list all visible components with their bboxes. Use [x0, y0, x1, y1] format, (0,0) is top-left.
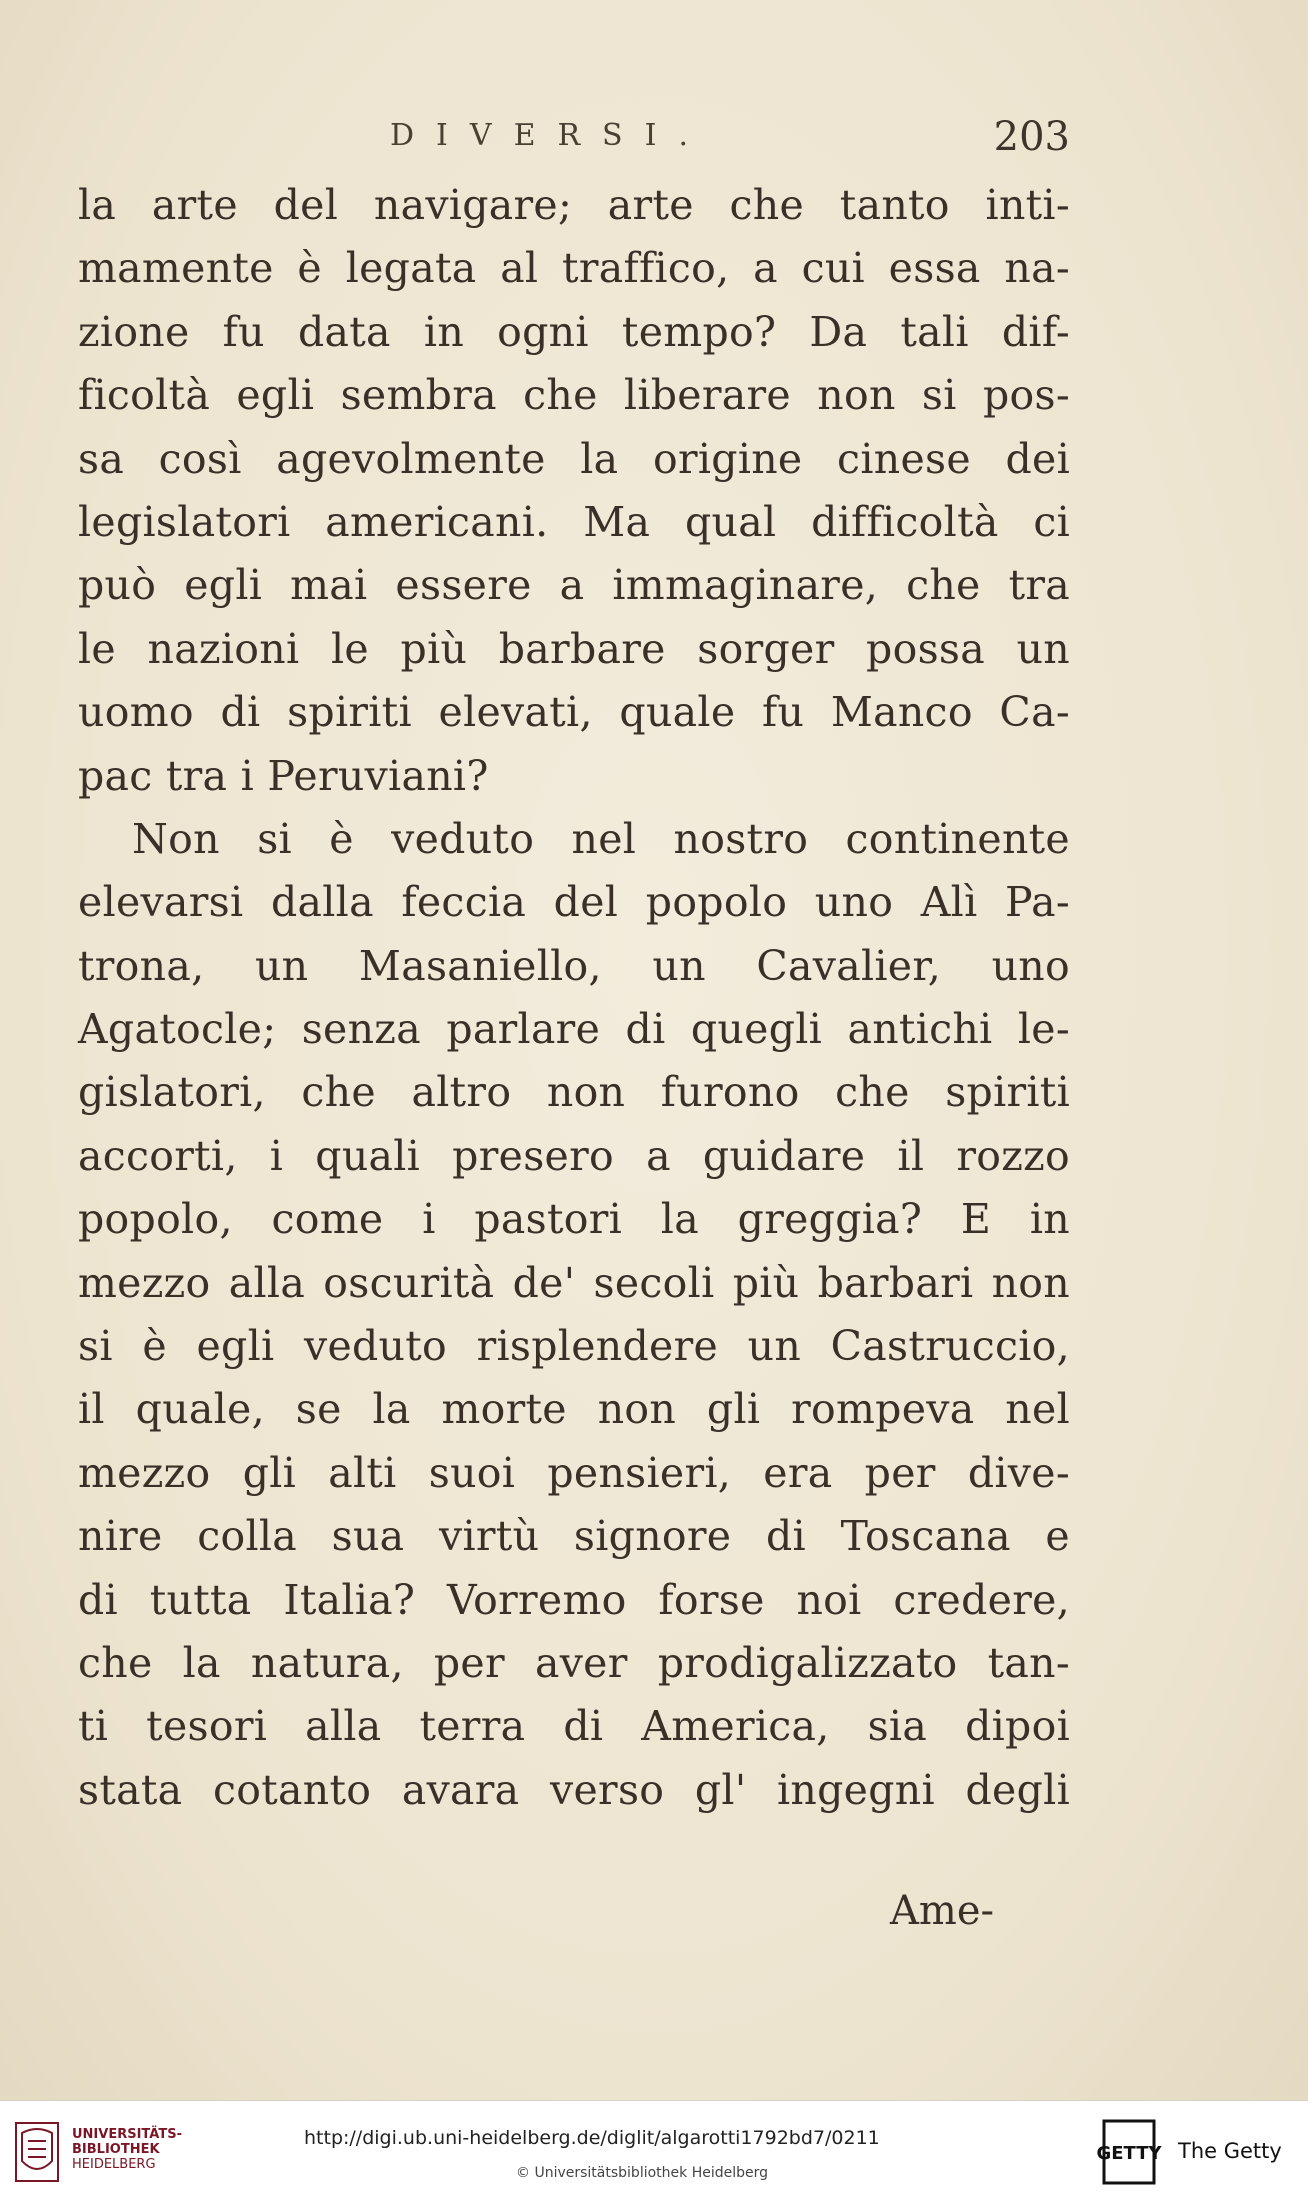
text-line: accorti, i quali presero a guidare il rozzo: [78, 1131, 1070, 1180]
text-line: la arte del navigare; arte che tanto inti-: [78, 181, 1070, 229]
text-line: di tutta Italia? Vorremo forse noi credere,: [78, 1575, 1070, 1624]
text-line: Agatocle; senza parlare di quegli antichi le-: [78, 1005, 1070, 1054]
library-name: UNIVERSITÄTS- BIBLIOTHEK HEIDELBERG: [72, 2127, 182, 2172]
getty-label: The Getty: [1178, 2139, 1282, 2163]
page-header: [390, 114, 1070, 168]
text-line: si è egli veduto risplendere un Castruccio,: [78, 1322, 1070, 1371]
getty-logo-icon: [1096, 2119, 1162, 2185]
text-line: uomo di spiriti elevati, quale fu Manco Ca-: [78, 688, 1070, 737]
text-line: gislatori, che altro non furono che spiriti: [78, 1068, 1070, 1117]
text-line: popolo, come i pastori la greggia? E in: [78, 1195, 1070, 1244]
page-number: 203: [993, 114, 1070, 160]
text-line: che la natura, per aver prodigalizzato tan-: [78, 1638, 1070, 1687]
copyright-notice: © Universitätsbibliothek Heidelberg: [516, 2165, 769, 2181]
text-line: sa così agevolmente la origine cinese dei: [78, 434, 1070, 483]
svg-text:GETTY: GETTY: [1096, 2143, 1162, 2164]
permalink-url[interactable]: http://digi.ub.uni-heidelberg.de/diglit/algarotti1792bd7/0211: [304, 2127, 880, 2149]
running-head: DIVERSI.: [390, 118, 710, 153]
text-line: il quale, se la morte non gli rompeva nel: [78, 1385, 1070, 1434]
text-line: mamente è legata al traffico, a cui essa na-: [78, 244, 1070, 293]
text-line: legislatori americani. Ma qual difficoltà ci: [78, 497, 1070, 546]
text-line: stata cotanto avara verso gl' ingegni degli: [78, 1765, 1070, 1814]
text-line: zione fu data in ogni tempo? Da tali dif-: [78, 307, 1070, 356]
paragraph-start-line: Non si è veduto nel nostro continente: [132, 814, 1070, 863]
text-line: elevarsi dalla feccia del popolo uno Alì Pa-: [78, 878, 1070, 927]
text-line: mezzo gli alti suoi pensieri, era per dive-: [78, 1448, 1070, 1497]
text-line: ficoltà egli sembra che liberare non si pos-: [78, 371, 1070, 420]
viewer-footer: [0, 2100, 1308, 2201]
catchword: Ame-: [890, 1888, 995, 1934]
text-line: trona, un Masaniello, un Cavalier, uno: [78, 941, 1070, 990]
text-line: mezzo alla oscurità de' secoli più barbari non: [78, 1258, 1070, 1307]
paragraph-end-line: pac tra i Peruviani?: [78, 751, 489, 800]
text-line: ti tesori alla terra di America, sia dipoi: [78, 1702, 1070, 1751]
text-line: può egli mai essere a immaginare, che tra: [78, 561, 1070, 610]
text-line: nire colla sua virtù signore di Toscana e: [78, 1512, 1070, 1561]
library-seal-icon: [14, 2121, 60, 2183]
body-text: [78, 174, 1070, 1822]
text-line: le nazioni le più barbare sorger possa un: [78, 624, 1070, 673]
